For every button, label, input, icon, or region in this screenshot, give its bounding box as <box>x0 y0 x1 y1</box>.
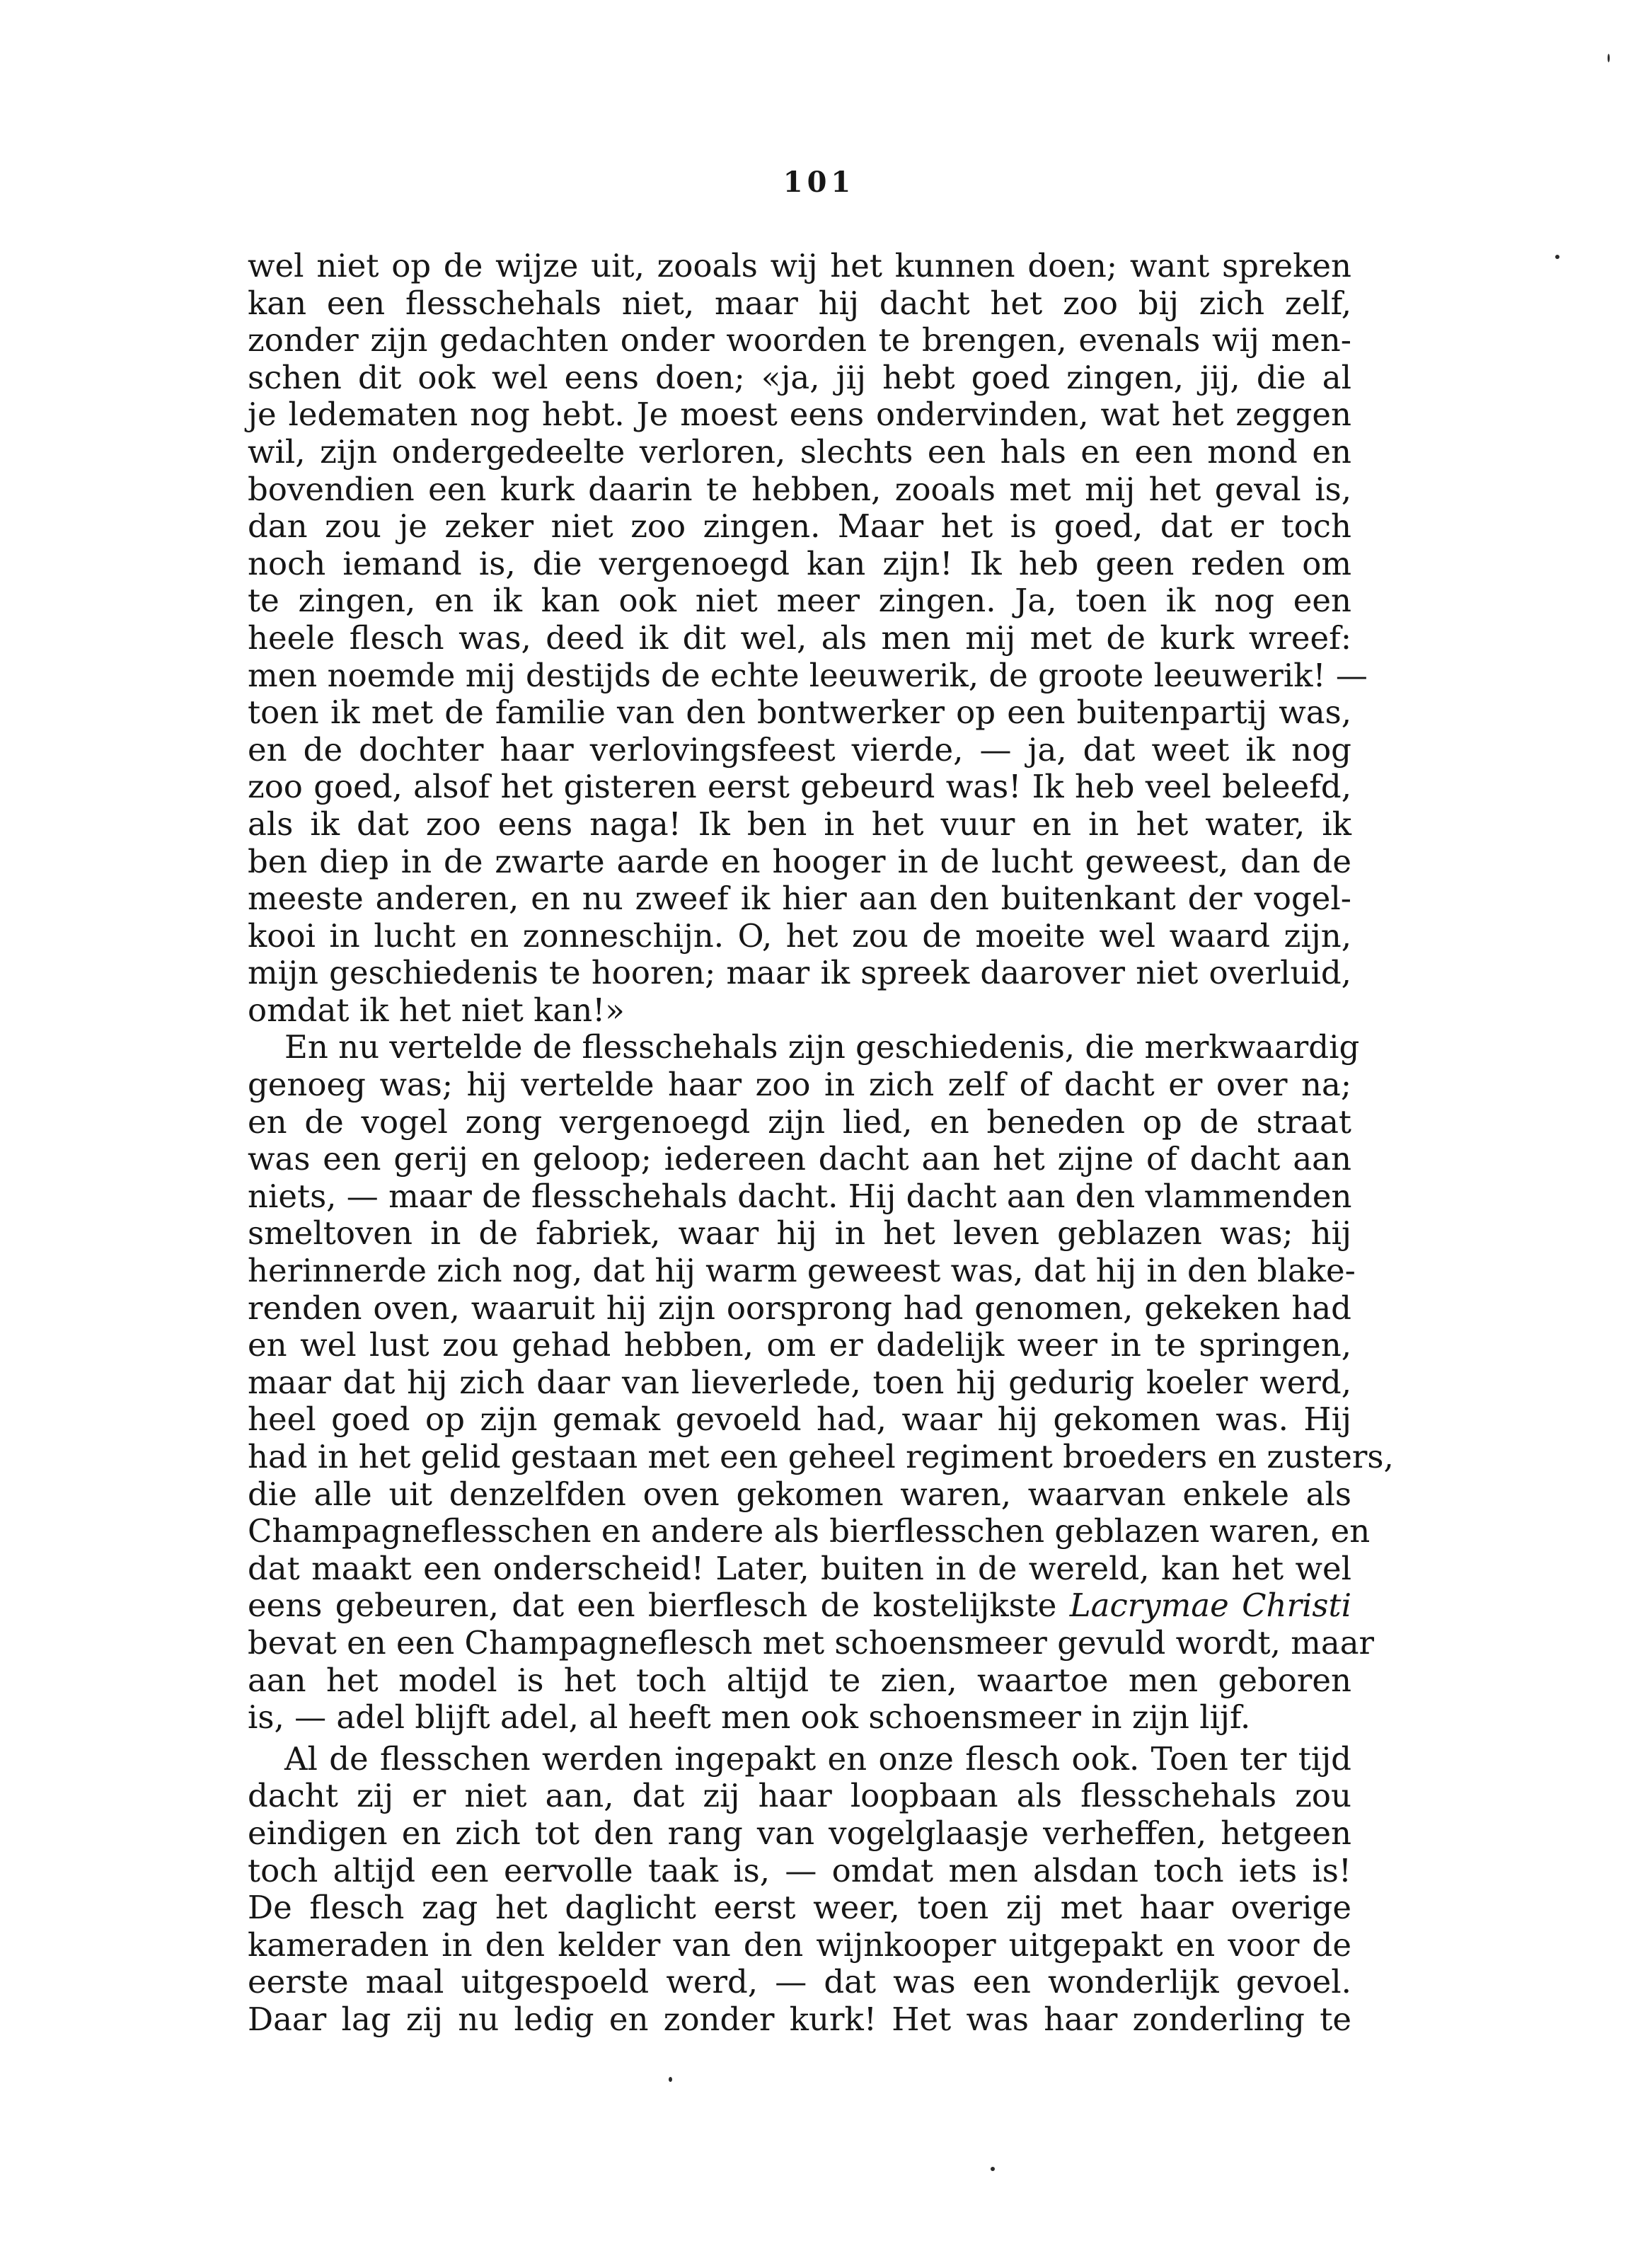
text-line: herinnerde zich nog, dat hij warm geweest was, dat hij in den blake- <box>248 1252 1356 1290</box>
text-line: die alle uit denzelfden oven gekomen waren, waarvan enkele als <box>248 1475 1351 1513</box>
text-line: En nu vertelde de flesschehals zijn geschiedenis, die merkwaardig <box>284 1028 1360 1066</box>
text-line: aan het model is het toch altijd te zien, waartoe men geboren <box>248 1661 1351 1699</box>
text-line: schen dit ook wel eens doen; «ja, jij hebt goed zingen, jij, die al <box>248 358 1351 396</box>
text-line: maar dat hij zich daar van lieverlede, toen hij gedurig koeler werd, <box>248 1363 1351 1401</box>
text-line: Daar lag zij nu ledig en zonder kurk! Het was haar zonderling te <box>248 2000 1351 2038</box>
text-line: had in het gelid gestaan met een geheel regiment broeders en zusters, <box>248 1438 1394 1475</box>
text-line: en de vogel zong vergenoegd zijn lied, en beneden op de straat <box>248 1103 1351 1141</box>
text-line: heele flesch was, deed ik dit wel, als men mij met de kurk wreef: <box>248 618 1351 657</box>
text-line: eindigen en zich tot den rang van vogelglaasje verheffen, hetgeen <box>248 1814 1351 1852</box>
text-line: men noemde mij destijds de echte leeuwerik, de groote leeuwerik! — <box>248 656 1368 694</box>
text-line-with-italic <box>248 1587 1351 1625</box>
text-line: Champagneflesschen en andere als bierflesschen geblazen waren, en <box>248 1512 1371 1550</box>
text-line: ben diep in de zwarte aarde en hooger in de lucht geweest, dan de <box>248 842 1351 880</box>
text-line: heel goed op zijn gemak gevoeld had, waar hij gekomen was. Hij <box>248 1400 1351 1439</box>
print-speck <box>1608 54 1610 62</box>
print-speck <box>1555 255 1559 259</box>
text-line: kameraden in den kelder van den wijnkooper uitgepakt en voor de <box>248 1926 1351 1964</box>
text-line: smeltoven in de fabriek, waar hij in het leven geblazen was; hij <box>248 1214 1351 1253</box>
text-line: dan zou je zeker niet zoo zingen. Maar het is goed, dat er toch <box>248 507 1351 546</box>
text-line: en wel lust zou gehad hebben, om er dadelijk weer in te springen, <box>248 1326 1351 1364</box>
text-line: Al de flesschen werden ingepakt en onze flesch ook. Toen ter tijd <box>284 1739 1351 1778</box>
text-line: toen ik met de familie van den bontwerker op een buitenpartij was, <box>248 693 1351 732</box>
text-line: bovendien een kurk daarin te hebben, zooals met mij het geval is, <box>248 470 1351 508</box>
text-line: en de dochter haar verlovingsfeest vierde, — ja, dat weet ik nog <box>248 730 1351 769</box>
text-line: kooi in lucht en zonneschijn. O, het zou de moeite wel waard zijn, <box>248 916 1351 955</box>
text-line: meeste anderen, en nu zweef ik hier aan den buitenkant der vogel- <box>248 880 1351 918</box>
text-line: niets, — maar de flesschehals dacht. Hij dacht aan den vlammenden <box>248 1177 1352 1215</box>
text-line: genoeg was; hij vertelde haar zoo in zich zelf of dacht er over na; <box>248 1066 1351 1104</box>
text-line: mijn geschiedenis te hooren; maar ik spreek daarover niet overluid, <box>248 954 1351 992</box>
paragraph <box>248 247 1368 1029</box>
text-line: je ledematen nog hebt. Je moest eens ondervinden, wat het zeggen <box>248 396 1351 434</box>
text-line: eerste maal uitgespoeld werd, — dat was een wonderlijk gevoel. <box>248 1963 1351 2001</box>
paragraph <box>248 1028 1394 1737</box>
text-line: toch altijd een eervolle taak is, — omdat men alsdan toch iets is! <box>248 1851 1351 1889</box>
text-line: bevat en een Champagneflesch met schoensmeer gevuld wordt, maar <box>248 1623 1375 1662</box>
paragraph <box>248 1741 1351 2039</box>
text-line: was een gerij en geloop; iedereen dacht aan het zijne of dacht aan <box>248 1140 1351 1178</box>
text-line: te zingen, en ik kan ook niet meer zingen. Ja, toen ik nog een <box>248 582 1351 620</box>
page-number: 101 <box>783 166 855 199</box>
text-line: zonder zijn gedachten onder woorden te brengen, evenals wij men- <box>248 321 1351 359</box>
text-line: als ik dat zoo eens naga! Ik ben in het vuur en in het water, ik <box>248 805 1351 843</box>
text-line: dacht zij er niet aan, dat zij haar loopbaan als flesschehals zou <box>248 1777 1351 1815</box>
text-line: omdat ik het niet kan!» <box>248 991 625 1029</box>
text-line: wel niet op de wijze uit, zooals wij het kunnen doen; want spreken <box>248 247 1351 284</box>
text-line: noch iemand is, die vergenoegd kan zijn! Ik heb geen reden om <box>248 544 1351 582</box>
text-segment: eens gebeuren, dat een bierflesch de kostelijkste <box>248 1587 1070 1625</box>
text-line: renden oven, waaruit hij zijn oorsprong had genomen, gekeken had <box>248 1289 1351 1327</box>
text-line: dat maakt een onderscheid! Later, buiten in de wereld, kan het wel <box>248 1549 1351 1587</box>
print-speck <box>669 2077 672 2082</box>
text-line: wil, zijn ondergedeelte verloren, slechts een hals en een mond en <box>248 432 1351 471</box>
italic-phrase: Lacrymae Christi <box>1069 1587 1351 1625</box>
body-text <box>248 247 1394 2039</box>
text-line: kan een flesschehals niet, maar hij dacht het zoo bij zich zelf, <box>248 284 1351 322</box>
text-line: De flesch zag het daglicht eerst weer, toen zij met haar overige <box>248 1889 1351 1927</box>
text-line: zoo goed, alsof het gisteren eerst gebeurd was! Ik heb veel beleefd, <box>248 768 1351 806</box>
print-speck <box>991 2167 995 2171</box>
text-line: is, — adel blijft adel, al heeft men ook schoensmeer in zijn lijf. <box>248 1698 1251 1737</box>
